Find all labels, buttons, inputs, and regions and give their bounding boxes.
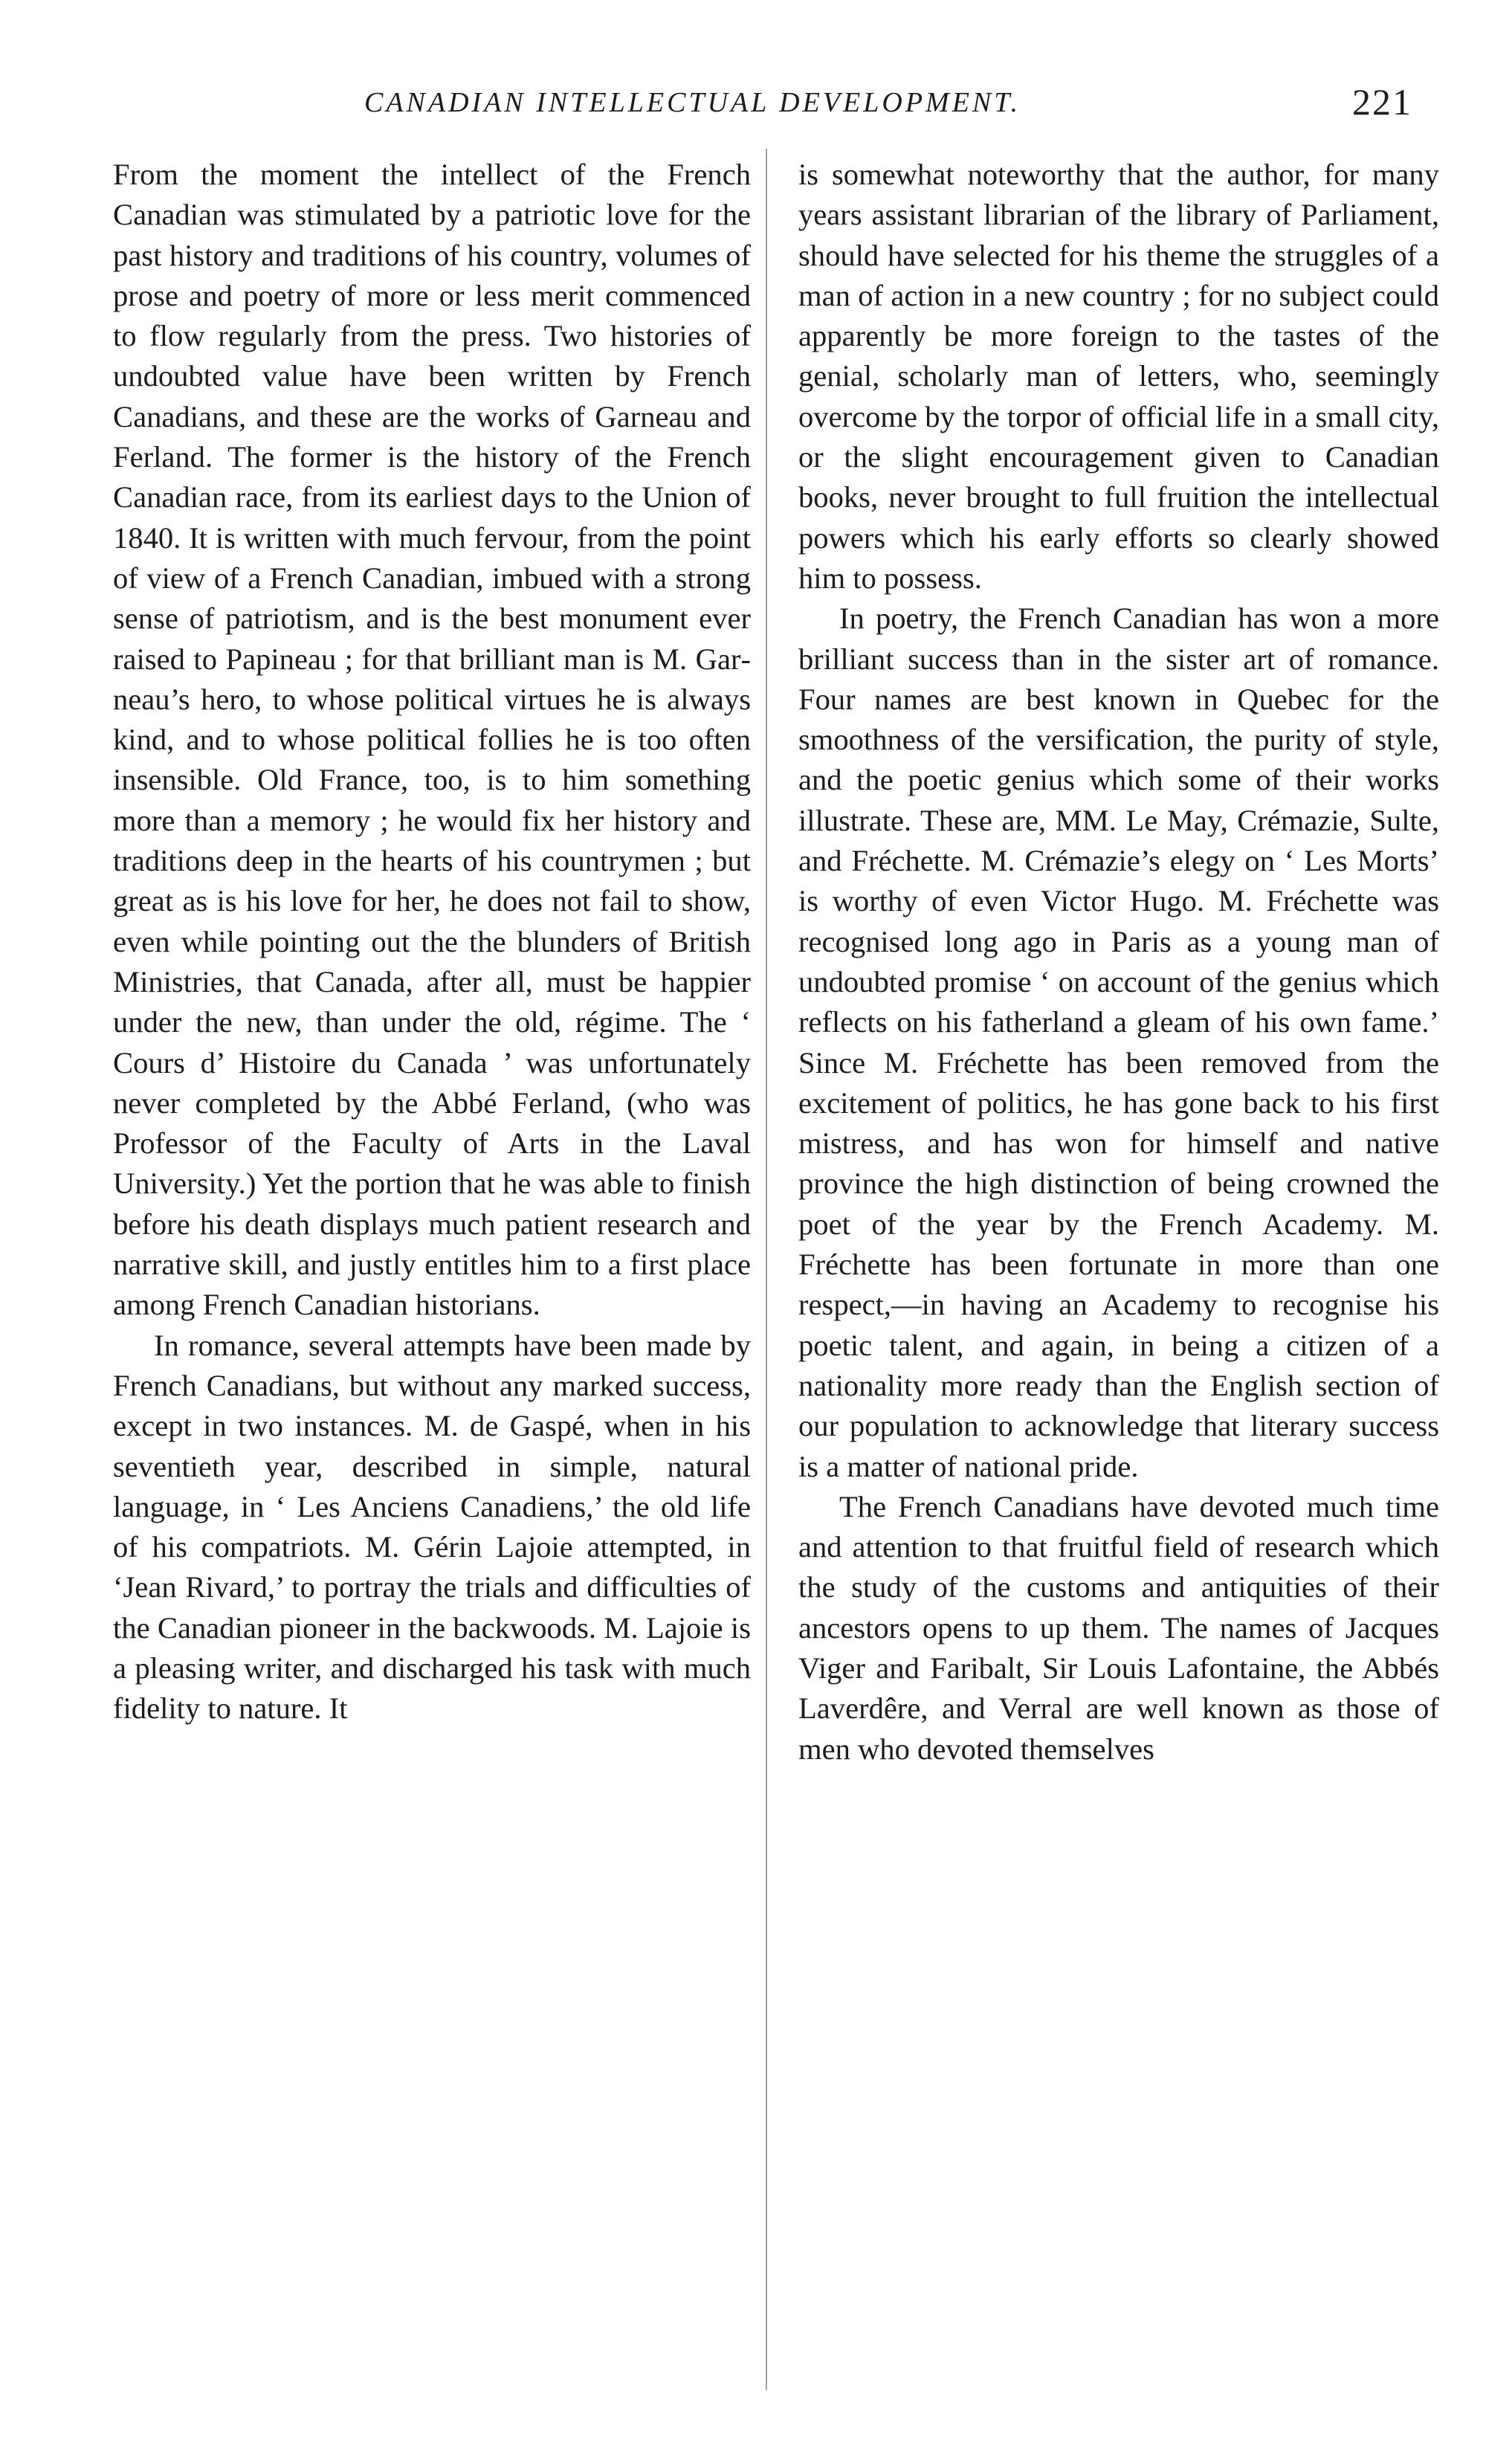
paragraph: In poetry, the French Canadian has won a more brilliant success than in the sister art of romance. Four names are best known in Quebec for the smoothness of the versification, the purity of style, and the poetic genius which some of their works illustrate. These are, MM. Le May, Crémazie, Sulte, and Fréchette. M. Crémazie’s elegy on ‘ Les Morts’ is worthy of even Victor Hugo. M. Fréchette was recognised long ago in Paris as a young man of undoubted promise ‘ on account of the genius which reflects on his fatherland a gleam of his own fame.’ Since M. Fréchette has been removed from the excitement of politics, he has gone back to his first mistress, and has won for himself and native province the high distinction of being crowned the poet of the year by the French Academy. M. Fréchette has been fortunate in more than one respect,—in having an Academy to recognise his poetic talent, and again, in being a citizen of a nationality more ready than the English section of our population to acknowledge that literary success is a matter of national pride. <box>798 601 1439 1483</box>
column-divider <box>766 149 767 2390</box>
running-title: CANADIAN INTELLECTUAL DEVELOPMENT. <box>364 87 1021 118</box>
paragraph: From the moment the intellect of the French Canadian was stimulated by a patriotic love for the past history and traditions of his country, volumes of prose and poetry of more or less merit commenced to flow regularly from the press. Two histories of undoubted value have been written by French Canadians, and these are the works of Garneau and Ferland. The former is the history of the French Canadian race, from its earliest days to the Union of 1840. It is written with much fervour, from the point of view of a French Canadian, imbued with a strong sense of patriotism, and is the best monument ever raised to Papineau ; for that brilliant man is M. Garneau’s hero, to whose political virtues he is always kind, and to whose political follies he is too often insensible. Old France, too, is to him something more than a memory ; he would fix her history and traditions deep in the hearts of his countrymen ; but great as is his love for her, he does not fail to show, even while pointing out the the blunders of British Ministries, that Canada, after all, must be happier under the new, than under the old, régime. The ‘ Cours d’ Histoire du Canada ’ was unfortunately never completed by the Abbé Ferland, (who was Professor of the Faculty of Arts in the Laval University.) Yet the portion that he was able to finish before his death displays much patient research and narrative skill, and justly entitles him to a first place among French Canadian historians. <box>113 158 751 1322</box>
left-column <box>113 155 751 1729</box>
paragraph: The French Canadians have devoted much time and attention to that fruitful field of research which the study of the customs and antiquities of their ancestors opens to up them. The names of Jacques Viger and Faribalt, Sir Louis Lafontaine, the Abbés Laverdêre, and Verral are well known as those of men who devoted themselves <box>798 1489 1439 1766</box>
page-number: 221 <box>1352 81 1412 123</box>
paragraph: In romance, several attempts have been made by French Canadians, but without any marked success, except in two instances. M. de Gaspé, when in his seventieth year, described in simple, natural language, in ‘ Les Anciens Canadiens,’ the old life of his compatriots. M. Gérin Lajoie attempted, in ‘Jean Rivard,’ to portray the trials and difficulties of the Canadian pioneer in the backwoods. M. Lajoie is a pleasing writer, and discharged his task with much fidelity to nature. It <box>113 1328 751 1726</box>
right-column <box>798 155 1439 1769</box>
paragraph: is somewhat noteworthy that the author, for many years assistant librarian of the library of Parliament, should have selected for his theme the struggles of a man of action in a new country ; for no subject could apparently be more foreign to the tastes of the genial, scholarly man of letters, who, seemingly overcome by the torpor of official life in a small city, or the slight encouragement given to Canadian books, never brought to full fruition the intellectual powers which his early efforts so clearly showed him to possess. <box>798 158 1439 595</box>
running-head <box>119 80 1427 132</box>
